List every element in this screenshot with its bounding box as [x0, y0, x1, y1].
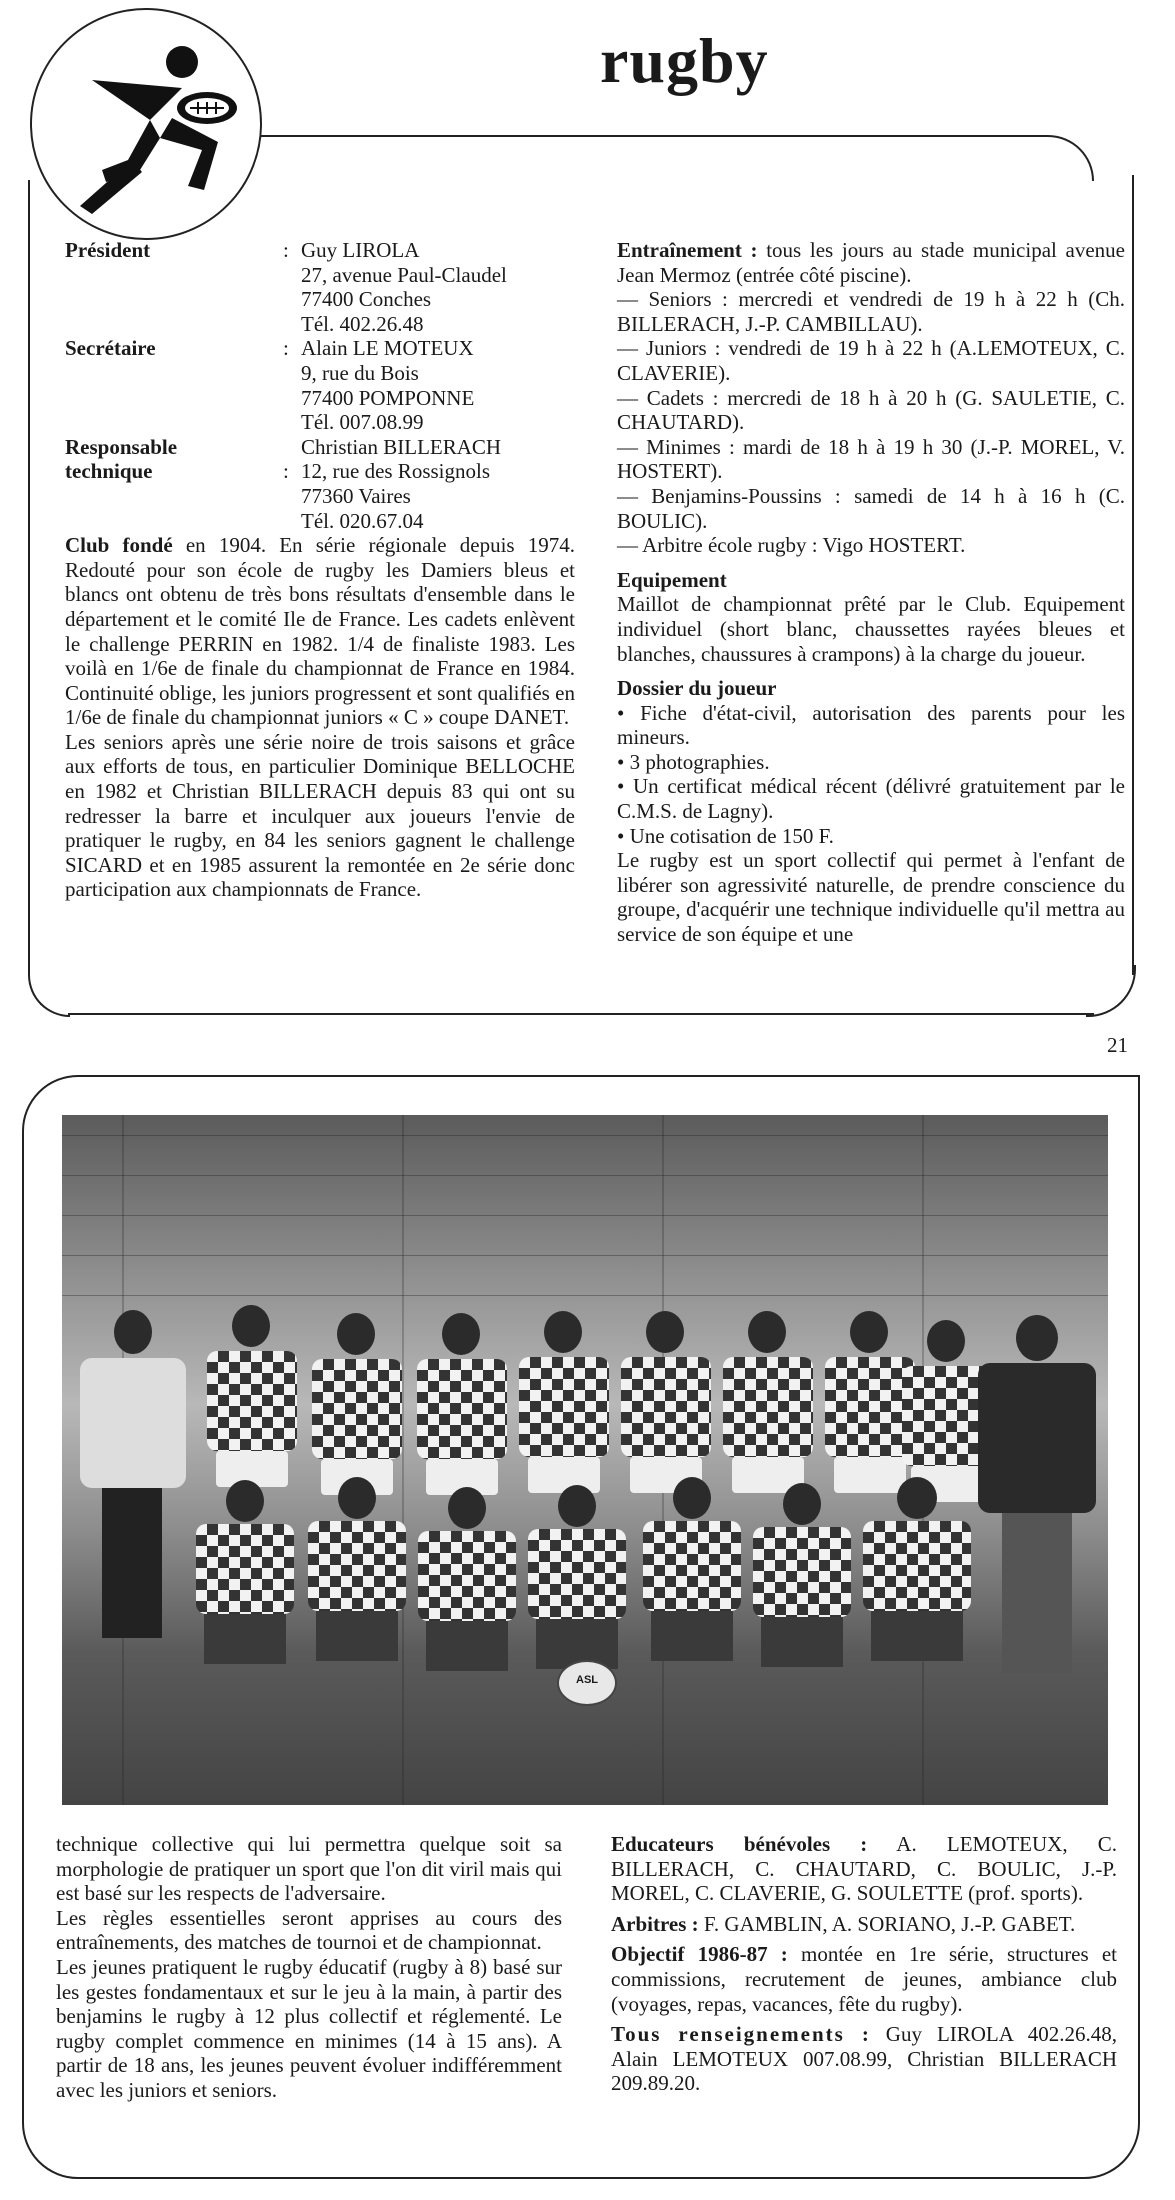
- training-item: — Juniors : vendredi de 19 h à 22 h (A.LEMOTEUX, C. CLAVERIE).: [617, 336, 1125, 385]
- training-item: — Cadets : mercredi de 18 h à 20 h (G. SAULETIE, C. CHAUTARD).: [617, 385, 1125, 435]
- contact-address: 27, avenue Paul-Claudel: [301, 262, 507, 287]
- contact-name: Alain LE MOTEUX: [301, 336, 474, 361]
- contact-phone: Tél. 402.26.48: [301, 311, 424, 336]
- frame-border-bottom: [68, 1013, 1094, 1015]
- training-item: — Arbitre école rugby : Vigo HOSTERT.: [617, 533, 966, 558]
- continuation-text: Les règles essentielles seront apprises au cours des entraînements, des matches de tournoi et de championnat.: [56, 1905, 562, 1955]
- dossier-item: • Une cotisation de 150 F.: [617, 824, 1125, 849]
- dossier-item: • Un certificat médical récent (délivré gratuitement par le C.M.S. de Lagny).: [617, 774, 1125, 823]
- contact-name: Christian BILLERACH: [301, 434, 502, 459]
- continuation-text: technique collective qui lui permettra quelque soit sa morphologie de pratiquer un sport que l'on dit viril mais qui est basé sur les respects de l'adversaire.: [56, 1832, 562, 1906]
- contact-city: 77400 Conches: [301, 287, 432, 312]
- team-member: [190, 1480, 300, 1680]
- dossier-title: Dossier du joueur: [617, 676, 777, 701]
- equipment-title: Equipement: [617, 567, 727, 592]
- club-history-seniors: Les seniors après une série noire de trois saisons et grâce aux efforts de tous, en particulier Dominique BELLOCHE en 1982 et Christian BILLERACH depuis 83 qui ont su redresser la barre et inculquer aux joueurs l'envie de pratiquer le rugby, en 84 les seniors gagnent le challenge SICARD et en 1985 assurent la remontée en 2e série donc participation aux championnats de France.: [65, 729, 575, 902]
- team-member: [747, 1483, 857, 1683]
- contact-city: 77360 Vaires: [301, 483, 411, 508]
- referees: Arbitres : F. GAMBLIN, A. SORIANO, J.-P. GABET.: [611, 1911, 1076, 1936]
- contact-label: Responsable: [65, 434, 178, 459]
- contact-name: Guy LIROLA: [301, 238, 420, 262]
- team-member: [72, 1310, 192, 1690]
- training-item: — Seniors : mercredi et vendredi de 19 h à 22 h (Ch. BILLERACH, J.-P. CAMBILLAU).: [617, 287, 1125, 336]
- rugby-ball: [557, 1660, 617, 1706]
- info-column: [617, 238, 1125, 947]
- team-photo: [62, 1115, 1108, 1805]
- page-title: rugby: [600, 25, 769, 96]
- contact-president: Président : Guy LIROLA 27, avenue Paul-Claudel 77400 Conches Tél. 402.26.48: [65, 238, 575, 336]
- team-member: [412, 1487, 522, 1687]
- contact-phone: Tél. 020.67.04: [301, 508, 424, 533]
- contact-label: Secrétaire: [65, 336, 156, 361]
- dossier-item: • 3 photographies.: [617, 750, 1125, 775]
- frame-border-top: [232, 135, 1094, 181]
- contact-phone: Tél. 007.08.99: [301, 410, 424, 435]
- training-item: — Benjamins-Poussins : samedi de 14 h à 16 h (C. BOULIC).: [617, 483, 1125, 533]
- contact-label: Président: [65, 238, 151, 262]
- frame-corner: [1086, 965, 1136, 1017]
- team-member: [637, 1477, 747, 1677]
- team-member: [972, 1315, 1102, 1715]
- page-number: 21: [1107, 1033, 1128, 1057]
- dossier-item: • Fiche d'état-civil, autorisation des parents pour les mineurs.: [617, 701, 1125, 750]
- frame-border-right: [1132, 175, 1134, 975]
- dossier-text: Le rugby est un sport collectif qui permet à l'enfant de libérer son agressivité naturelle, de prendre conscience du groupe, d'acquérir une technique individuelle qu'il mettra au service de son équipe et une: [617, 848, 1125, 947]
- contact-city: 77400 POMPONNE: [301, 385, 475, 410]
- club-history: Club fondé en 1904. En série régionale depuis 1974. Redouté pour son école de rugby les Damiers bleus et blancs ont obtenu de très bons résultats d'ensemble dans le département et le comité Ile de France. Les cadets enlèvent le challenge PERRIN en 1982. 1/4 de finaliste 1983. Les voilà en 1/6e de finale du championnat de France en 1984. Continuité oblige, les juniors progressent et sont qualifiés en 1/6e de finale du championnat juniors « C » coupe DANET.: [65, 533, 575, 730]
- contact-label: technique: [65, 459, 153, 484]
- frame-border-left: [28, 180, 70, 1017]
- contact-secretary: Secrétaire : Alain LE MOTEUX 9, rue du Bois 77400 POMPONNE Tél. 007.08.99: [65, 336, 575, 434]
- contact-address: 9, rue du Bois: [301, 360, 419, 385]
- contact-technical: Responsable technique : Christian BILLERACH 12, rue des Rossignols 77360 Vaires Tél. 020.67.04: [65, 435, 575, 533]
- educators: Educateurs bénévoles : A. LEMOTEUX, C. BILLERACH, C. CHAUTARD, C. BOULIC, J.-P. MOREL, C. CLAVERIE, G. SOULETTE (prof. sports).: [611, 1832, 1117, 1906]
- training-intro: Entraînement : tous les jours au stade municipal avenue Jean Mermoz (entrée côté piscine).: [617, 238, 1125, 287]
- rugby-player-icon: [32, 10, 260, 238]
- training-item: — Minimes : mardi de 18 h à 19 h 30 (J.-P. MOREL, V. HOSTERT).: [617, 434, 1125, 484]
- contact-info: Tous renseignements : Guy LIROLA 402.26.48, Alain LEMOTEUX 007.08.99, Christian BILLERACH 209.89.20.: [611, 2022, 1117, 2096]
- sport-logo: [30, 8, 262, 240]
- team-member: [522, 1485, 632, 1685]
- continuation-column: [56, 1832, 562, 2103]
- continuation-text: Les jeunes pratiquent le rugby éducatif (rugby à 8) basé sur les gestes fondamentaux et sur le jeu à la main, à partir des benjamins le rugby à 12 plus collectif et réglementé. Le rugby complet commence en minimes (14 à 15 ans). A partir de 18 ans, les jeunes peuvent évoluer indifféremment avec les juniors et seniors.: [56, 1954, 562, 2102]
- equipment-text: Maillot de championnat prêté par le Club. Equipement individuel (short blanc, chaussettes rayées bleues et blanches, chaussures à crampons) à la charge du joueur.: [617, 592, 1125, 666]
- team-member: [302, 1477, 412, 1677]
- staff-column: [611, 1832, 1117, 2096]
- contact-address: 12, rue des Rossignols: [301, 459, 490, 484]
- ball-label: ASL: [576, 1674, 598, 1686]
- team-member: [857, 1477, 977, 1677]
- contacts-column: [65, 238, 575, 902]
- objective: Objectif 1986-87 : montée en 1re série, structures et commissions, recrutement de jeunes, ambiance club (voyages, repas, vacances, fête du rugby).: [611, 1942, 1118, 2016]
